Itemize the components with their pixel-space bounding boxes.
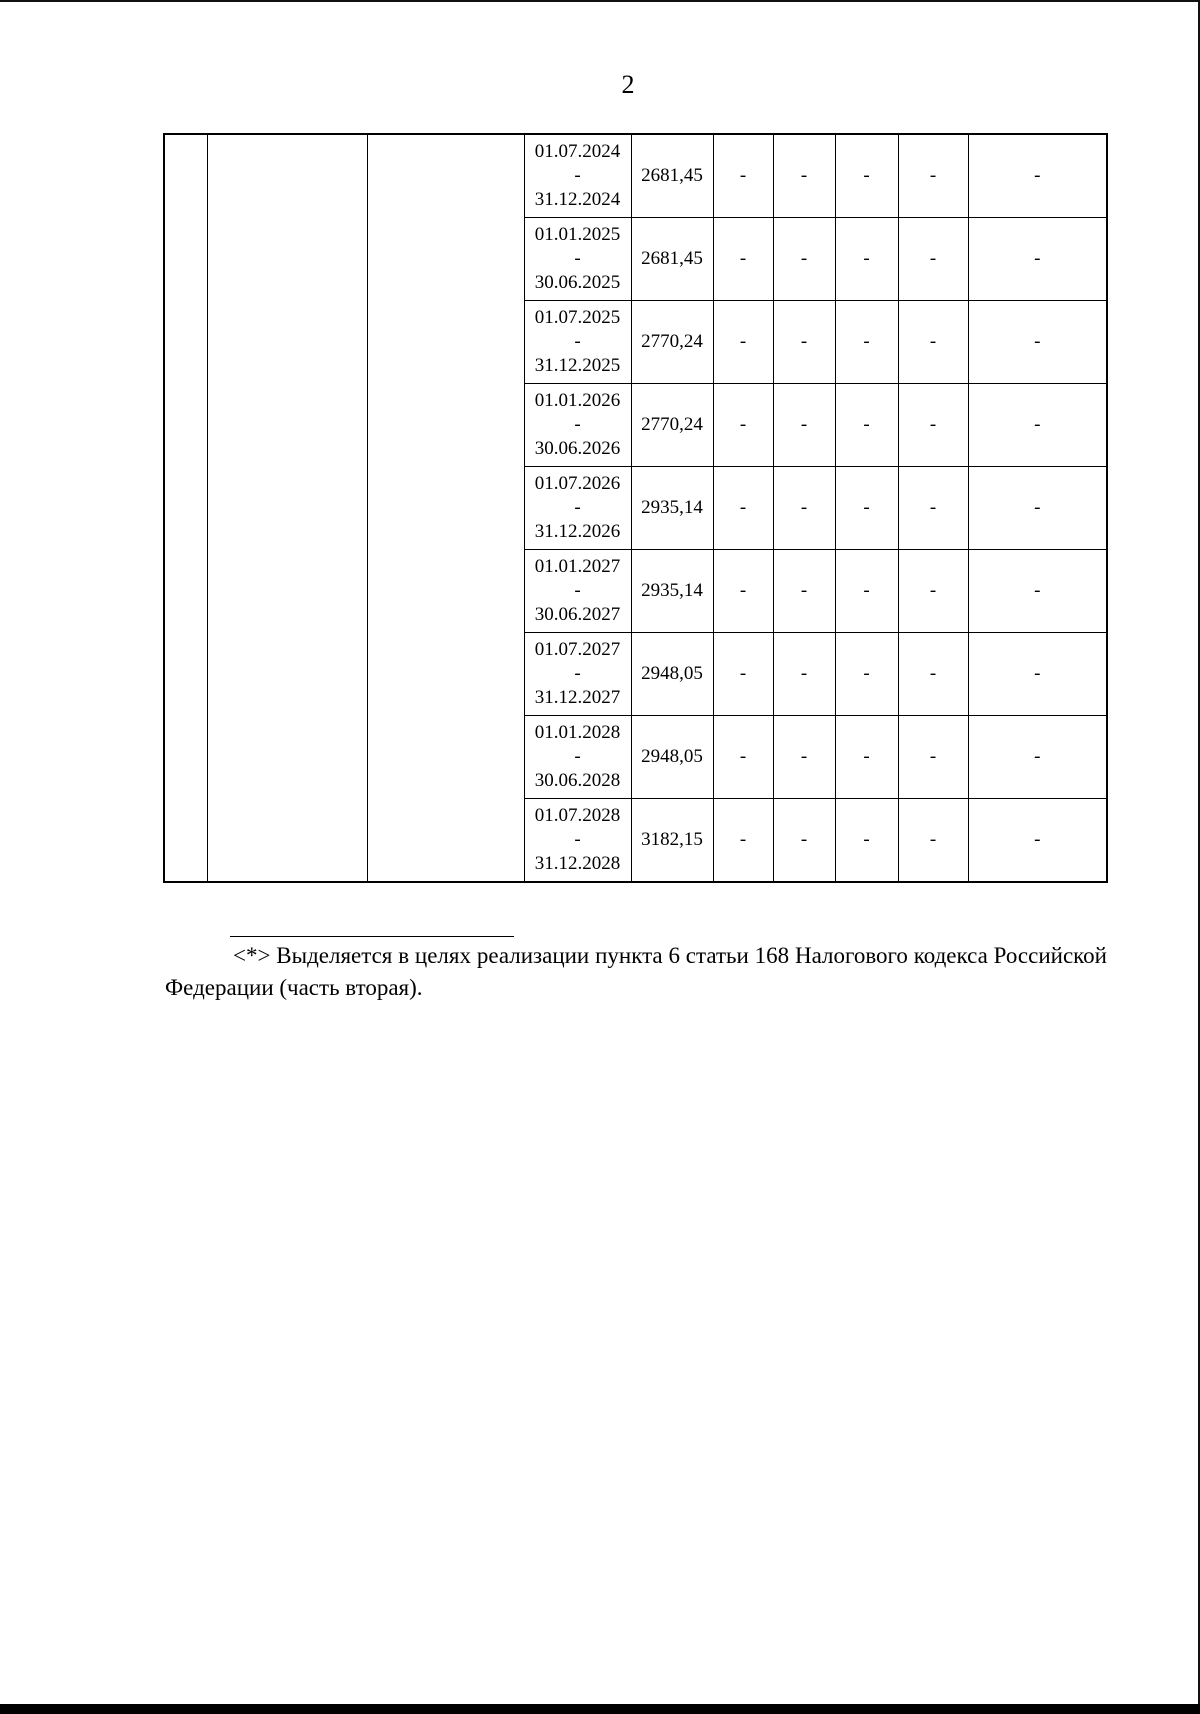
empty-value-cell: - (835, 633, 898, 716)
empty-value-cell: - (773, 134, 835, 218)
period-start: 01.01.2027 (534, 556, 621, 577)
empty-value-cell: - (713, 467, 773, 550)
period-sep: - (574, 165, 581, 186)
rate-cell: 3182,15 (631, 799, 713, 883)
period-cell (524, 633, 631, 716)
period-end: 30.06.2025 (534, 272, 621, 293)
empty-value-cell: - (713, 384, 773, 467)
empty-value-cell: - (713, 550, 773, 633)
empty-value-cell: - (968, 550, 1107, 633)
empty-value-cell: - (773, 716, 835, 799)
period-end: 31.12.2028 (534, 853, 621, 874)
empty-value-cell: - (898, 799, 968, 883)
empty-value-cell: - (713, 301, 773, 384)
blank-col-number (164, 134, 207, 882)
rate-cell: 2935,14 (631, 550, 713, 633)
period-start: 01.07.2024 (534, 141, 621, 162)
empty-value-cell: - (968, 467, 1107, 550)
empty-value-cell: - (968, 716, 1107, 799)
empty-value-cell: - (835, 467, 898, 550)
empty-value-cell: - (968, 384, 1107, 467)
tariff-table-body (164, 134, 1107, 882)
period-cell (524, 384, 631, 467)
empty-value-cell: - (773, 633, 835, 716)
empty-value-cell: - (835, 799, 898, 883)
period-sep: - (574, 580, 581, 601)
empty-value-cell: - (898, 550, 968, 633)
empty-value-cell: - (835, 301, 898, 384)
period-sep: - (574, 497, 581, 518)
period-sep: - (574, 663, 581, 684)
empty-value-cell: - (835, 218, 898, 301)
empty-value-cell: - (773, 467, 835, 550)
empty-value-cell: - (835, 716, 898, 799)
period-start: 01.07.2027 (534, 639, 621, 660)
blank-col-name (207, 134, 367, 882)
period-end: 31.12.2024 (534, 189, 621, 210)
footnote-text: <*> Выделяется в целях реализации пункта 6 статьи 168 Налогового кодекса Российской Федерации (часть вторая). (165, 943, 1107, 1000)
empty-value-cell: - (968, 633, 1107, 716)
period-end: 30.06.2027 (534, 604, 621, 625)
empty-value-cell: - (713, 716, 773, 799)
period-start: 01.01.2026 (534, 390, 621, 411)
period-sep: - (574, 414, 581, 435)
empty-value-cell: - (835, 384, 898, 467)
period-sep: - (574, 829, 581, 850)
period-end: 31.12.2025 (534, 355, 621, 376)
rate-cell: 2770,24 (631, 384, 713, 467)
scan-edge-bottom (0, 1704, 1200, 1714)
rate-cell: 2681,45 (631, 218, 713, 301)
period-cell (524, 467, 631, 550)
period-cell (524, 218, 631, 301)
empty-value-cell: - (968, 134, 1107, 218)
empty-value-cell: - (773, 550, 835, 633)
period-cell (524, 134, 631, 218)
period-end: 31.12.2027 (534, 687, 621, 708)
period-cell (524, 301, 631, 384)
page-number: 2 (621, 70, 635, 99)
scan-edge-top (0, 0, 1200, 2)
empty-value-cell: - (835, 550, 898, 633)
period-start: 01.07.2025 (534, 307, 621, 328)
period-sep: - (574, 331, 581, 352)
empty-value-cell: - (713, 799, 773, 883)
period-start: 01.01.2025 (534, 224, 621, 245)
empty-value-cell: - (773, 799, 835, 883)
rate-cell: 2770,24 (631, 301, 713, 384)
period-end: 30.06.2026 (534, 438, 621, 459)
empty-value-cell: - (898, 716, 968, 799)
table-row (164, 134, 1107, 218)
empty-value-cell: - (713, 633, 773, 716)
empty-value-cell: - (898, 218, 968, 301)
period-cell (524, 799, 631, 883)
rate-cell: 2948,05 (631, 716, 713, 799)
period-start: 01.01.2028 (534, 722, 621, 743)
tariff-table (163, 133, 1108, 883)
empty-value-cell: - (968, 301, 1107, 384)
rate-cell: 2948,05 (631, 633, 713, 716)
empty-value-cell: - (773, 301, 835, 384)
empty-value-cell: - (835, 134, 898, 218)
period-start: 01.07.2026 (534, 473, 621, 494)
period-end: 31.12.2026 (534, 521, 621, 542)
period-sep: - (574, 248, 581, 269)
empty-value-cell: - (773, 218, 835, 301)
empty-value-cell: - (898, 134, 968, 218)
empty-value-cell: - (898, 633, 968, 716)
empty-value-cell: - (713, 134, 773, 218)
rate-cell: 2935,14 (631, 467, 713, 550)
period-end: 30.06.2028 (534, 770, 621, 791)
period-cell (524, 716, 631, 799)
empty-value-cell: - (898, 384, 968, 467)
empty-value-cell: - (773, 384, 835, 467)
empty-value-cell: - (968, 218, 1107, 301)
empty-value-cell: - (898, 301, 968, 384)
footnote-divider (230, 936, 514, 937)
blank-col-category (367, 134, 524, 882)
empty-value-cell: - (898, 467, 968, 550)
period-sep: - (574, 746, 581, 767)
empty-value-cell: - (968, 799, 1107, 883)
period-start: 01.07.2028 (534, 805, 621, 826)
empty-value-cell: - (713, 218, 773, 301)
period-cell (524, 550, 631, 633)
rate-cell: 2681,45 (631, 134, 713, 218)
